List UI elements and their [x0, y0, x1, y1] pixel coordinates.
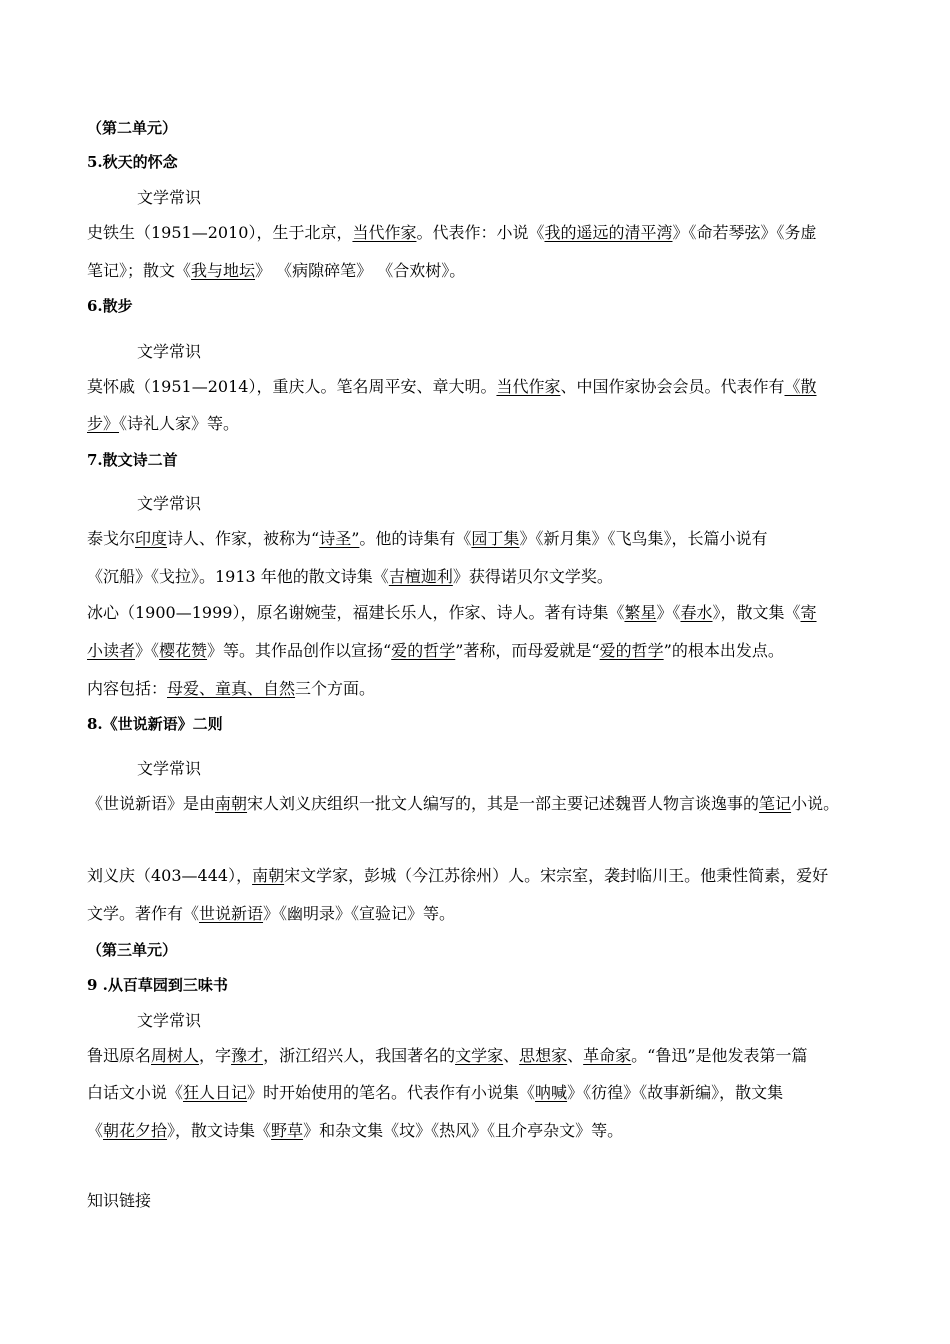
text-run: 。他的诗集有《 — [359, 529, 472, 548]
text-run: ”著称，而母爱就是“ — [455, 641, 600, 660]
paragraph-line — [87, 641, 784, 661]
underlined-term: 樱花赞 — [159, 641, 208, 660]
text-run: 鲁迅原名 — [87, 1046, 152, 1065]
paragraph-line — [87, 529, 767, 549]
text-run: 三个方面。 — [295, 679, 376, 698]
text-run: ”的根本出发点。 — [663, 641, 784, 660]
underlined-term: 吉檀迦利 — [388, 567, 453, 586]
subsection-label — [137, 188, 201, 208]
text-run: 、 — [567, 1046, 584, 1065]
underlined-term: 当代作家 — [352, 223, 417, 242]
text-run: 》《命若琴弦》《务虚 — [672, 223, 817, 242]
underlined-term: 文学家 — [455, 1046, 504, 1065]
text-run: 冰心（1900—1999），原名谢婉莹，福建长乐人，作家、诗人。著有诗集《 — [87, 603, 625, 622]
text-run: 泰戈尔 — [87, 529, 136, 548]
text-run: 》和杂文集《坟》《热风》《且介亭杂文》等。 — [303, 1121, 624, 1140]
paragraph-line — [87, 1121, 623, 1141]
text-run: 》《新月集》《飞鸟集》，长篇小说有 — [519, 529, 768, 548]
text-run: 宋文学家，彭城（今江苏徐州）人。宋宗室，袭封临川王。他秉性简素，爱好 — [284, 866, 829, 885]
text-run: 7.散文诗二首 — [87, 451, 178, 469]
text-run: 文学常识 — [137, 342, 202, 361]
text-run: 文学常识 — [137, 188, 202, 207]
text-run: ，浙江绍兴人，我国著名的 — [263, 1046, 456, 1065]
paragraph-line — [87, 1191, 151, 1211]
underlined-term: 《散 — [784, 377, 817, 396]
text-run: 《世说新语》是由 — [87, 794, 216, 813]
section-heading — [87, 975, 228, 995]
text-run: （第二单元） — [87, 119, 178, 137]
subsection-label — [137, 1011, 201, 1031]
underlined-term: 世说新语 — [199, 904, 264, 923]
paragraph-line — [87, 904, 455, 924]
section-heading — [87, 714, 223, 734]
text-run: 文学。著作有《 — [87, 904, 200, 923]
text-run: 》《 — [135, 641, 160, 660]
text-run: 文学常识 — [137, 759, 202, 778]
underlined-term: 我与地坛 — [191, 261, 256, 280]
underlined-term: 印度 — [135, 529, 168, 548]
underlined-term: 朝花夕拾 — [103, 1121, 168, 1140]
underlined-term: 春水 — [680, 603, 713, 622]
paragraph-line — [87, 603, 817, 623]
paragraph-line — [87, 223, 817, 243]
underlined-term: 园丁集 — [471, 529, 520, 548]
paragraph-line — [87, 794, 839, 814]
text-run: 笔记》；散文《 — [87, 261, 192, 280]
paragraph-line — [87, 261, 465, 281]
text-run: 》，散文诗集《 — [167, 1121, 272, 1140]
section-heading — [87, 296, 133, 316]
underlined-term: 爱的哲学 — [599, 641, 664, 660]
subsection-label — [137, 494, 201, 514]
underlined-term: 当代作家 — [496, 377, 561, 396]
underlined-term: 狂人日记 — [183, 1083, 248, 1102]
underlined-term: 我的遥远的清平湾 — [544, 223, 673, 242]
paragraph-line — [87, 866, 828, 886]
paragraph-line — [87, 679, 375, 699]
text-run: 6.散步 — [87, 297, 133, 315]
text-run: 文学常识 — [137, 494, 202, 513]
section-heading — [87, 450, 178, 470]
paragraph-line — [87, 377, 817, 397]
underlined-term: 周树人 — [151, 1046, 200, 1065]
text-run: 白话文小说《 — [87, 1083, 184, 1102]
text-run: 小说。 — [791, 794, 840, 813]
section-heading — [87, 118, 177, 138]
text-run: 》时开始使用的笔名。代表作有小说集《 — [247, 1083, 536, 1102]
section-heading — [87, 940, 177, 960]
underlined-term: 野草 — [271, 1121, 304, 1140]
text-run: 《沉船》《戈拉》。1913 年他的散文诗集《 — [87, 567, 389, 586]
underlined-term: 诗圣” — [319, 529, 360, 548]
underlined-term: 爱的哲学 — [391, 641, 456, 660]
underlined-term: 豫才 — [231, 1046, 264, 1065]
text-run: （第三单元） — [87, 941, 178, 959]
text-run: 》，散文集《 — [712, 603, 801, 622]
text-run: 《诗礼人家》等。 — [119, 414, 240, 433]
text-run: ，字 — [199, 1046, 232, 1065]
text-run: 》《 — [656, 603, 681, 622]
text-run: 》《彷徨》《故事新编》，散文集 — [567, 1083, 784, 1102]
text-run: 9 .从百草园到三味书 — [87, 976, 228, 994]
paragraph-line — [87, 1083, 783, 1103]
text-run: 8.《世说新语》二则 — [87, 715, 223, 733]
text-run: 。“鲁迅”是他发表第一篇 — [631, 1046, 808, 1065]
paragraph-line — [87, 1046, 808, 1066]
underlined-term: 小读者 — [87, 641, 136, 660]
underlined-term: 步》 — [87, 414, 120, 433]
paragraph-line — [87, 567, 613, 587]
text-run: 史铁生（1951—2010），生于北京， — [87, 223, 353, 242]
text-run: 、 — [503, 1046, 520, 1065]
underlined-term: 南朝 — [215, 794, 248, 813]
underlined-term: 思想家 — [519, 1046, 568, 1065]
underlined-term: 革命家 — [583, 1046, 632, 1065]
text-run: 内容包括： — [87, 679, 168, 698]
text-run: 刘义庆（403—444）， — [87, 866, 253, 885]
underlined-term: 南朝 — [252, 866, 285, 885]
text-run: 知识链接 — [87, 1191, 152, 1210]
underlined-term: 呐喊 — [535, 1083, 568, 1102]
text-run: 、中国作家协会会员。代表作有 — [560, 377, 785, 396]
text-run: 》 《病隙碎笔》 《合欢树》。 — [255, 261, 466, 280]
text-run: 诗人、作家，被称为“ — [167, 529, 320, 548]
text-run: 》等。其作品创作以宣扬“ — [207, 641, 392, 660]
underlined-term: 笔记 — [759, 794, 792, 813]
paragraph-line — [87, 414, 239, 434]
subsection-label — [137, 759, 201, 779]
text-run: 《 — [87, 1121, 104, 1140]
section-heading — [87, 152, 178, 172]
text-run: 莫怀戚（1951—2014），重庆人。笔名周平安、章大明。 — [87, 377, 497, 396]
text-run: 》获得诺贝尔文学奖。 — [452, 567, 613, 586]
underlined-term: 繁星 — [624, 603, 657, 622]
text-run: 》《幽明录》《宣验记》等。 — [263, 904, 456, 923]
text-run: 宋人刘义庆组织一批文人编写的，其是一部主要记述魏晋人物言谈逸事的 — [247, 794, 760, 813]
text-run: 。代表作：小说《 — [416, 223, 545, 242]
text-run: 文学常识 — [137, 1011, 202, 1030]
underlined-term: 母爱、童真、自然 — [167, 679, 296, 698]
text-run: 5.秋天的怀念 — [87, 153, 178, 171]
subsection-label — [137, 342, 201, 362]
underlined-term: 寄 — [800, 603, 817, 622]
